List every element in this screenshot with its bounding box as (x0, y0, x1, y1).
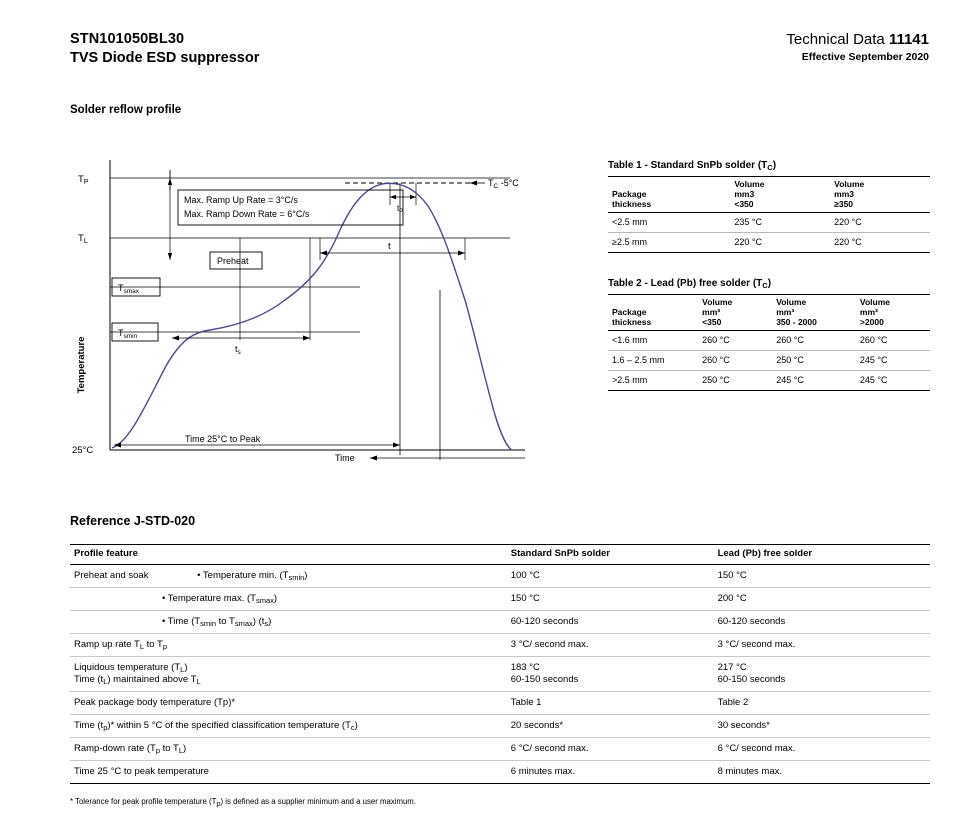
table1-cell-0-0: <2.5 mm (608, 213, 730, 233)
svg-text:Max. Ramp Down Rate = 6°C/s: Max. Ramp Down Rate = 6°C/s (184, 209, 310, 219)
svg-text:Max. Ramp Up Rate = 3°C/s: Max. Ramp Up Rate = 3°C/s (184, 195, 298, 205)
table1-cell-0-1: 235 °C (730, 213, 830, 233)
table-row (70, 657, 930, 692)
table1-caption-text: Table 1 - Standard SnPb solder (T (608, 160, 768, 171)
table2-cell-1-0: 1.6 – 2.5 mm (608, 351, 698, 371)
table1-th-1: Volume mm3 <350 (730, 177, 830, 213)
ref-feature-bullet-2: • Time (T (162, 616, 201, 627)
svg-text:TL: $T_L$ (78, 233, 88, 245)
ref-cell-feature-5: Peak package body temperature (Tp)* (70, 692, 507, 715)
table-row (70, 611, 930, 634)
svg-text:Preheat: Preheat (217, 256, 249, 266)
ref-cell-std-6: 20 seconds* (507, 715, 714, 738)
table-row (608, 371, 930, 391)
technical-data-number: 11141 (888, 31, 929, 48)
table1-cell-1-1: 220 °C (730, 233, 830, 253)
table1-standard-snpb (608, 160, 930, 253)
ref-cell-pb-2: 60-120 seconds (714, 611, 930, 634)
svg-text:Temperature: Temperature (76, 336, 87, 394)
table-row (70, 761, 930, 784)
table2-caption (608, 278, 930, 289)
table2-cell-2-0: >2.5 mm (608, 371, 698, 391)
ref-cell-feature-1: • Temperature max. $(T_{smax})$ (70, 588, 507, 611)
ref-feature-bullet-0: • Temperature min. (T (197, 570, 289, 581)
ref-cell-pb-3: 3 °C/ second max. (714, 634, 930, 657)
ref-th-standard: Standard SnPb solder (507, 545, 714, 565)
table1-caption-sub: C (767, 163, 773, 172)
table-row (70, 738, 930, 761)
table-row (70, 634, 930, 657)
svg-text:Time: Time (335, 453, 355, 463)
table2-cell-0-2: 260 °C (772, 331, 856, 351)
svg-text:TP: $T_P$ (78, 174, 89, 186)
svg-text:Tsmin: $T_{smin}$ (118, 328, 138, 340)
table2-cell-1-2: 250 °C (772, 351, 856, 371)
ref-cell-pb-0: 150 °C (714, 565, 930, 588)
ref-cell-std-7: 6 °C/ second max. (507, 738, 714, 761)
ref-cell-feature-8: Time 25 °C to peak temperature (70, 761, 507, 784)
table-row (70, 715, 930, 738)
table2-caption-text: Table 2 - Lead (Pb) free solder (T (608, 278, 763, 289)
ref-cell-feature-3: Ramp up rate $T_L$ to $T_p$ (70, 634, 507, 657)
table2-caption-sub: C (762, 281, 768, 290)
table2-cell-0-3: 260 °C (856, 331, 930, 351)
ref-cell-pb-7: 6 °C/ second max. (714, 738, 930, 761)
effective-date: Effective September 2020 (801, 51, 929, 63)
table2-cell-0-0: <1.6 mm (608, 331, 698, 351)
table2-caption-end: ) (767, 278, 772, 289)
svg-text:t: t (388, 241, 391, 252)
reference-title: Reference J-STD-020 (70, 514, 196, 528)
ref-cell-feature-7: Ramp-down rate ($T_p$ to $T_L$) (70, 738, 507, 761)
header-right (786, 30, 929, 63)
header-left (70, 30, 259, 68)
ref-th-leadfree: Lead (Pb) free solder (714, 545, 930, 565)
footnote-sub: p (216, 799, 221, 808)
table2-grid (608, 294, 930, 391)
table1-caption (608, 160, 930, 171)
ref-cell-pb-4: 217 °C 60-150 seconds (714, 657, 930, 692)
table2-th-2: Volume mm³ 350 - 2000 (772, 295, 856, 331)
ref-cell-feature-2: • Time ($T_{smin}$ to $T_{smax}$) $(t_s)$ (70, 611, 507, 634)
svg-text:25°C: 25°C (72, 445, 94, 456)
reference-header-row (70, 545, 930, 565)
table1-th-0: Package thickness (608, 177, 730, 213)
table-row (608, 213, 930, 233)
table1-cell-1-2: 220 °C (830, 233, 930, 253)
table-row (70, 692, 930, 715)
svg-text:ts: $t_s$ (235, 344, 241, 356)
reference-table (70, 544, 930, 784)
table-row (70, 565, 930, 588)
footnote-text-b: ) is defined as a supplier minimum and a user maximum. (220, 797, 416, 806)
table-row (608, 233, 930, 253)
ref-cell-std-0: 100 °C (507, 565, 714, 588)
table-row (608, 351, 930, 371)
ref-cell-pb-5: Table 2 (714, 692, 930, 715)
part-number: STN101050BL30 (70, 31, 185, 47)
footnote-text-a: * Tolerance for peak profile temperature (T (70, 797, 217, 806)
ref-cell-std-2: 60-120 seconds (507, 611, 714, 634)
svg-text:TC -5°C: $T_C$ -5°C (488, 178, 519, 190)
ref-cell-std-1: 150 °C (507, 588, 714, 611)
table1-header-row (608, 177, 930, 213)
table2-lead-free (608, 278, 930, 391)
table2-cell-0-1: 260 °C (698, 331, 772, 351)
table1-th-2: Volume mm3 ≥350 (830, 177, 930, 213)
ref-cell-feature-6: Time $(t_p)*$ within 5 °C of the specified classification temperature $(T_c)$ (70, 715, 507, 738)
footnote (70, 797, 416, 806)
ref-cell-std-8: 6 minutes max. (507, 761, 714, 784)
ref-cell-std-5: Table 1 (507, 692, 714, 715)
table1-grid (608, 176, 930, 253)
ref-cell-pb-6: 30 seconds* (714, 715, 930, 738)
ref-cell-std-3: 3 °C/ second max. (507, 634, 714, 657)
ref-cell-pb-1: 200 °C (714, 588, 930, 611)
ref-cell-feature-0: Preheat and soak • Temperature min. $(T_{smin})$ (70, 565, 507, 588)
table2-th-1: Volume mm³ <350 (698, 295, 772, 331)
ref-cell-feature-4: Liquidous temperature $(T_L)$ Time $(t_L)$ maintained above $T_L$ (70, 657, 507, 692)
table2-cell-2-3: 245 °C (856, 371, 930, 391)
ref-th-feature: Profile feature (70, 545, 507, 565)
svg-text:Tsmax: $T_{smax}$ (118, 283, 140, 295)
table1-caption-end: ) (772, 160, 777, 171)
product-description: TVS Diode ESD suppressor (70, 50, 260, 66)
solder-reflow-title: Solder reflow profile (70, 104, 182, 116)
table2-cell-1-3: 245 °C (856, 351, 930, 371)
table1-cell-0-2: 220 °C (830, 213, 930, 233)
table2-cell-1-1: 260 °C (698, 351, 772, 371)
svg-text:Time 25°C to Peak: Time 25°C to Peak (185, 434, 261, 444)
table2-header-row (608, 295, 930, 331)
table-row (70, 588, 930, 611)
table2-cell-2-1: 250 °C (698, 371, 772, 391)
table-row (608, 331, 930, 351)
table2-th-0: Package thickness (608, 295, 698, 331)
svg-text:tP: $t_P$ (397, 204, 404, 215)
ref-feature-bullet-1: • Temperature max. (T (162, 593, 256, 604)
ref-cell-std-4: 183 °C 60-150 seconds (507, 657, 714, 692)
solder-reflow-chart (70, 150, 590, 480)
ref-cell-pb-8: 8 minutes max. (714, 761, 930, 784)
table1-cell-1-0: ≥2.5 mm (608, 233, 730, 253)
technical-data-label: Technical Data (786, 31, 885, 48)
table2-th-3: Volume mm³ >2000 (856, 295, 930, 331)
ref-feature-main-0: Preheat and soak (74, 570, 149, 581)
table2-cell-2-2: 245 °C (772, 371, 856, 391)
technical-data-line (786, 30, 929, 49)
